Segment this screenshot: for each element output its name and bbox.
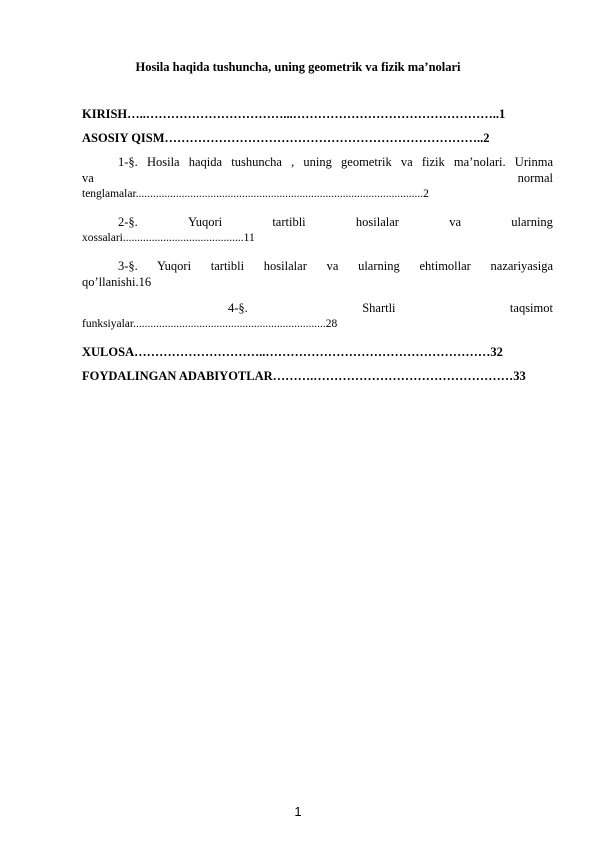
toc-entry-4-line2: funksiyalar...................................................................28	[82, 318, 338, 330]
toc-entry-2-num: 2-§.	[118, 215, 138, 229]
toc-entry-2-line2: xossalari..........................................11	[82, 232, 255, 244]
toc-entry-3-line1: 3-§. Yuqori tartibli hosilalar va ularning ehtimollar nazariyasiga	[118, 259, 553, 273]
toc-entry-asosiy-qism: ASOSIY QISM…………………………………………………………………..2	[82, 131, 490, 145]
toc-entry-1-line3: tenglamalar....................................................................................................2	[82, 188, 429, 200]
page-number: 1	[294, 804, 302, 819]
toc-entry-4-line1	[82, 300, 553, 316]
toc-entry-2-line1	[82, 214, 553, 230]
toc-entry-1-word-normal: normal	[517, 171, 553, 185]
toc-entry-xulosa: XULOSA…………………………..………………………………………………32	[82, 345, 503, 359]
document-title: Hosila haqida tushuncha, uning geometrik va fizik ma’nolari	[135, 60, 461, 74]
toc-entry-3-line2: qo’llanishi.16	[82, 275, 152, 289]
toc-entry-4-word: taqsimot	[509, 301, 553, 315]
toc-entry-2-word: ularning	[511, 215, 553, 229]
toc-entry-1-line1: 1-§. Hosila haqida tushuncha , uning geometrik va fizik ma’nolari. Urinma	[118, 155, 553, 169]
toc-entry-2-word: Yuqori	[188, 215, 223, 229]
toc-entry-4-word: Shartli	[362, 301, 396, 315]
toc-entry-kirish: KIRISH…..……………………………...…………………………………………..1	[82, 107, 506, 121]
toc-entry-2-word: tartibli	[272, 215, 306, 229]
toc-entry-1-word-va: va	[82, 171, 94, 185]
toc-entry-2-word: va	[449, 215, 462, 229]
toc-entry-1-line2	[82, 170, 553, 186]
toc-entry-2-word: hosilalar	[355, 215, 399, 229]
toc-entry-foydalingan-adabiyotlar: FOYDALINGAN ADABIYOTLAR……….…………………………………………33	[82, 369, 526, 383]
toc-entry-4-num: 4-§.	[228, 301, 248, 315]
